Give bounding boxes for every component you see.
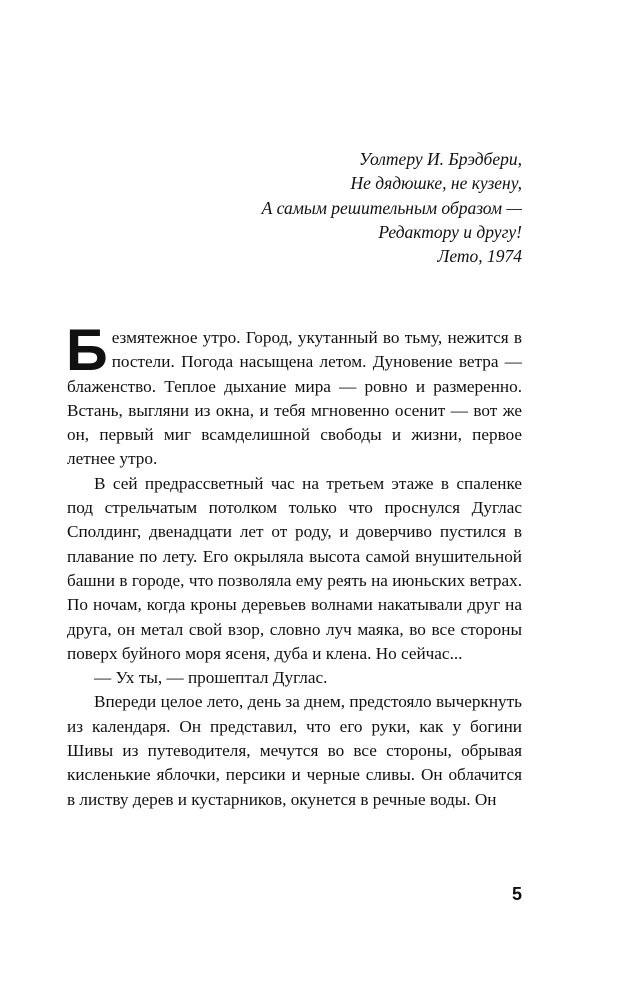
dedication (262, 147, 522, 268)
dedication-line: Не дядюшке, не кузену, (350, 173, 522, 194)
page-number: 5 (511, 884, 522, 904)
paragraph: В сей предрассветный час на третьем этаже в спаленке под стрельчатым потолком только что проснулся Дуглас Сполдинг, двенадцати лет от роду, и доверчиво пустился в плавание по лету. Его окрыляла высота самой внушительной башни в городе, что позволяла ему реять на июньских ветрах. По ночам, когда кроны деревьев волнами накатывали друг на друга, он метал свой взор, словно луч маяка, во все стороны поверх буйного моря ясеня, дуба и клена. Но сейчас... (67, 473, 522, 663)
dedication-line: Уолтеру И. Брэдбери, (359, 149, 522, 169)
paragraph: Впереди целое лето, день за днем, предстояло вычеркнуть из календаря. Он представил, что его руки, как у богини Шивы из путеводителя, мечутся во все стороны, обрывая кисленькие яблочки, персики и черные сливы. Он облачится в листву дерев и кустарников, окунется в речные воды. Он (67, 692, 522, 809)
dedication-line: Лето, 1974 (437, 246, 522, 267)
dedication-line: Редактору и другу! (378, 221, 522, 242)
chapter-text (66, 318, 522, 812)
drop-cap: Б (66, 318, 108, 383)
paragraph: — Ух ты, — прошептал Дуглас. (94, 668, 328, 688)
dedication-line: А самым решительным образом — (261, 197, 522, 218)
paragraph-text: езмятежное утро. Город, укутанный во тьму, нежится в постели. Погода насыщена летом. Дуновение ветра — блаженство. Теплое дыхание мира — ровно и размеренно. Встань, выгляни из окна, и тебя мгновенно осенит — вот же он, первый миг всамделишной свободы и жизни, первое летнее утро. (67, 328, 522, 469)
paragraph (66, 318, 522, 472)
